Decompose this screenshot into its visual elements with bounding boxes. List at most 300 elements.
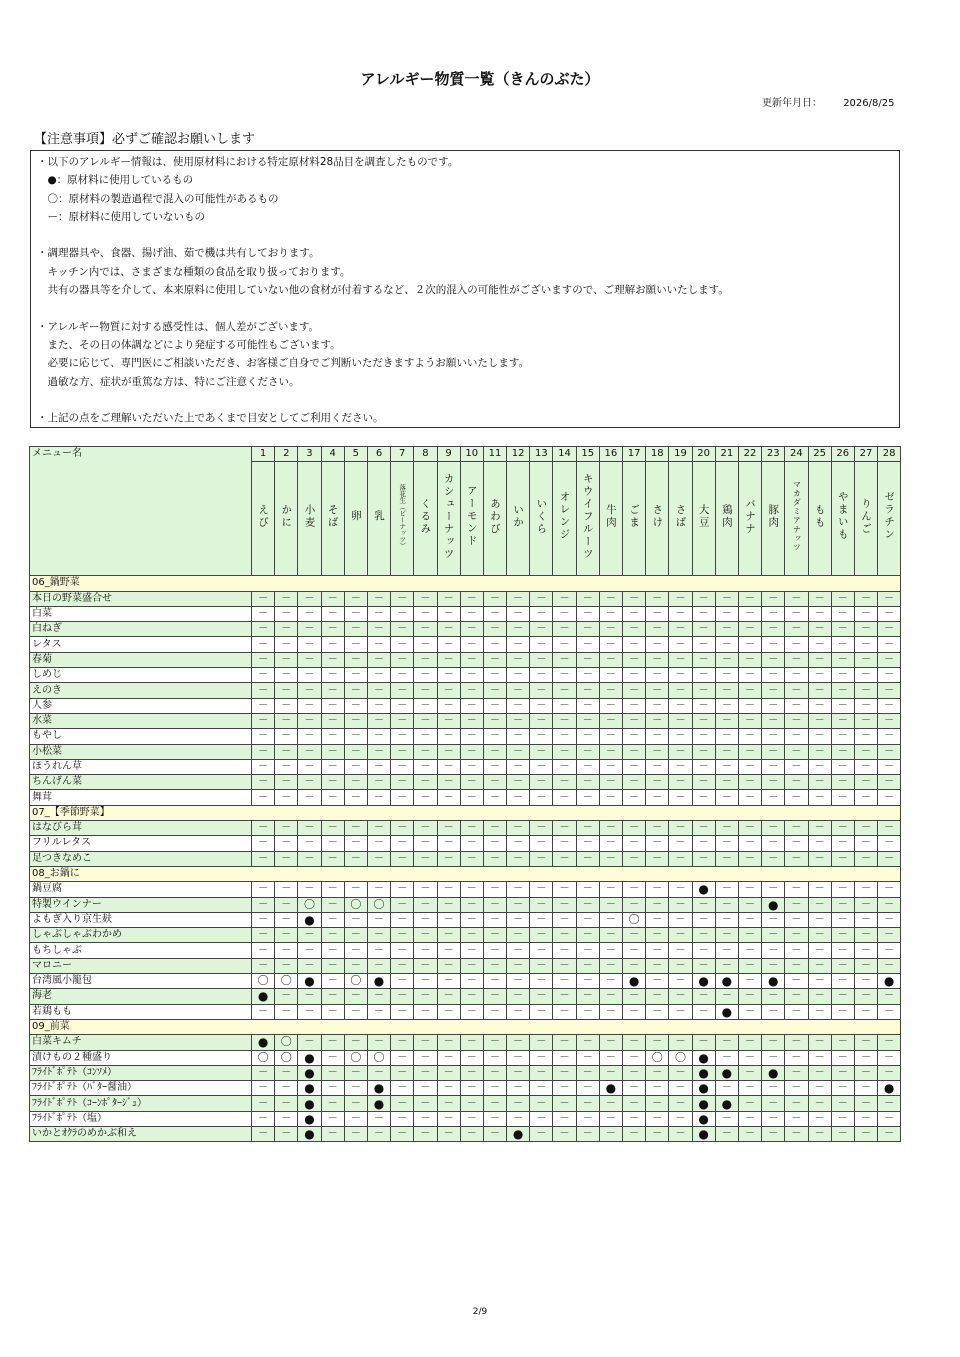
- allergen-mark: －: [414, 713, 437, 728]
- allergen-mark: －: [854, 591, 877, 606]
- allergen-mark: －: [762, 606, 785, 621]
- allergen-mark: －: [530, 1096, 553, 1111]
- allergen-mark: －: [623, 851, 646, 866]
- allergen-mark: －: [507, 1065, 530, 1080]
- allergen-mark: －: [507, 652, 530, 667]
- allergen-number: 19: [669, 447, 692, 462]
- allergen-mark: －: [553, 928, 576, 943]
- allergen-mark: －: [692, 637, 715, 652]
- allergen-mark: －: [344, 1065, 367, 1080]
- allergen-mark: －: [715, 943, 738, 958]
- allergen-name: りんご: [859, 497, 872, 536]
- allergen-mark: －: [553, 622, 576, 637]
- allergen-mark: －: [344, 989, 367, 1004]
- allergen-mark: －: [692, 729, 715, 744]
- allergen-mark: －: [367, 606, 390, 621]
- allergen-mark: －: [483, 713, 506, 728]
- allergen-number: 28: [878, 447, 901, 462]
- allergen-name-cell: [530, 462, 553, 576]
- allergen-mark: －: [367, 683, 390, 698]
- allergen-mark: －: [808, 698, 831, 713]
- allergen-mark: －: [669, 882, 692, 897]
- allergen-mark: －: [298, 928, 321, 943]
- allergen-mark: －: [414, 1081, 437, 1096]
- allergen-mark: －: [669, 759, 692, 774]
- allergen-name: かに: [280, 503, 293, 529]
- allergen-mark: －: [854, 729, 877, 744]
- allergen-mark: －: [738, 958, 761, 973]
- allergen-mark: －: [878, 943, 901, 958]
- allergen-mark: －: [715, 897, 738, 912]
- allergen-mark: －: [460, 1004, 483, 1019]
- allergen-number: 14: [553, 447, 576, 462]
- allergen-mark: －: [599, 974, 622, 989]
- allergen-mark: －: [715, 729, 738, 744]
- allergen-mark: －: [785, 1126, 808, 1141]
- allergen-mark: －: [530, 1050, 553, 1065]
- allergen-mark: －: [762, 821, 785, 836]
- allergen-mark: ●: [623, 974, 646, 989]
- allergen-mark: －: [553, 698, 576, 713]
- allergen-mark: －: [507, 1035, 530, 1050]
- allergen-mark: －: [344, 821, 367, 836]
- menu-name: 人参: [30, 698, 252, 713]
- allergen-mark: －: [275, 744, 298, 759]
- allergen-mark: －: [576, 591, 599, 606]
- allergen-mark: －: [831, 1111, 854, 1126]
- allergen-mark: ●: [878, 1081, 901, 1096]
- allergen-mark: －: [344, 1126, 367, 1141]
- allergen-mark: －: [599, 744, 622, 759]
- allergen-mark: －: [831, 882, 854, 897]
- allergen-mark: －: [576, 622, 599, 637]
- allergen-mark: －: [298, 882, 321, 897]
- menu-name: しゃぶしゃぶわかめ: [30, 928, 252, 943]
- allergen-mark: －: [460, 974, 483, 989]
- allergen-mark: －: [344, 1004, 367, 1019]
- allergen-mark: －: [344, 943, 367, 958]
- allergen-mark: －: [460, 897, 483, 912]
- allergen-mark: －: [762, 989, 785, 1004]
- allergen-mark: －: [762, 851, 785, 866]
- allergen-mark: －: [553, 591, 576, 606]
- allergen-mark: －: [507, 882, 530, 897]
- notice-line: 過敏な方、症状が重篤な方は、特にご注意ください。: [37, 375, 300, 388]
- allergen-mark: －: [483, 1035, 506, 1050]
- allergen-mark: －: [808, 775, 831, 790]
- allergen-mark: －: [808, 882, 831, 897]
- menu-name: 舞茸: [30, 790, 252, 805]
- allergen-mark: －: [854, 821, 877, 836]
- allergen-mark: －: [692, 897, 715, 912]
- allergen-mark: －: [878, 729, 901, 744]
- allergen-mark: －: [252, 912, 275, 927]
- allergen-mark: －: [762, 775, 785, 790]
- allergen-mark: －: [414, 683, 437, 698]
- allergen-mark: －: [576, 713, 599, 728]
- allergen-mark: －: [437, 1035, 460, 1050]
- allergen-mark: －: [808, 591, 831, 606]
- allergen-number: 5: [344, 447, 367, 462]
- table-row: [30, 1035, 901, 1050]
- allergen-mark: －: [275, 851, 298, 866]
- allergen-mark: －: [391, 928, 414, 943]
- allergen-mark: －: [321, 668, 344, 683]
- allergen-mark: －: [321, 974, 344, 989]
- allergen-mark: －: [646, 775, 669, 790]
- notice-box: [30, 150, 900, 428]
- allergen-mark: －: [692, 943, 715, 958]
- allergen-mark: －: [646, 958, 669, 973]
- allergen-mark: －: [762, 882, 785, 897]
- allergen-mark: －: [530, 1111, 553, 1126]
- allergen-mark: －: [298, 591, 321, 606]
- allergen-mark: －: [414, 821, 437, 836]
- allergen-mark: －: [460, 744, 483, 759]
- allergen-name: そば: [326, 503, 339, 529]
- table-row: [30, 744, 901, 759]
- allergen-mark: －: [483, 683, 506, 698]
- allergen-mark: －: [553, 958, 576, 973]
- allergen-mark: －: [275, 622, 298, 637]
- allergen-mark: －: [599, 775, 622, 790]
- allergen-mark: －: [623, 928, 646, 943]
- allergen-mark: －: [414, 958, 437, 973]
- allergen-mark: －: [252, 713, 275, 728]
- allergen-mark: －: [553, 851, 576, 866]
- allergen-mark: －: [344, 958, 367, 973]
- allergen-mark: －: [831, 683, 854, 698]
- allergen-mark: ●: [298, 1126, 321, 1141]
- allergen-mark: －: [414, 928, 437, 943]
- allergen-mark: －: [785, 790, 808, 805]
- allergen-mark: －: [878, 1096, 901, 1111]
- allergen-mark: －: [599, 1050, 622, 1065]
- allergen-mark: ●: [692, 1050, 715, 1065]
- allergen-mark: －: [669, 897, 692, 912]
- allergen-mark: －: [576, 882, 599, 897]
- allergen-mark: －: [808, 943, 831, 958]
- allergen-mark: －: [367, 851, 390, 866]
- allergen-mark: －: [762, 928, 785, 943]
- allergen-mark: －: [483, 606, 506, 621]
- allergen-mark: －: [321, 943, 344, 958]
- allergen-mark: －: [507, 1004, 530, 1019]
- allergen-mark: －: [762, 759, 785, 774]
- allergen-mark: －: [414, 989, 437, 1004]
- table-row: [30, 1004, 901, 1019]
- allergen-mark: －: [692, 622, 715, 637]
- table-row: [30, 897, 901, 912]
- allergen-mark: －: [808, 897, 831, 912]
- menu-name: ﾌﾗｲﾄﾞﾎﾟﾃﾄ（塩）: [30, 1111, 252, 1126]
- allergen-mark: －: [785, 882, 808, 897]
- allergen-mark: －: [437, 683, 460, 698]
- allergen-mark: －: [460, 882, 483, 897]
- allergen-mark: －: [507, 775, 530, 790]
- allergen-mark: －: [599, 1065, 622, 1080]
- allergen-mark: －: [391, 882, 414, 897]
- allergen-mark: －: [831, 851, 854, 866]
- table-row: [30, 759, 901, 774]
- allergen-mark: －: [599, 729, 622, 744]
- allergen-mark: －: [808, 1126, 831, 1141]
- menu-name: はなびら茸: [30, 821, 252, 836]
- allergen-mark: －: [275, 943, 298, 958]
- allergen-mark: －: [623, 606, 646, 621]
- allergen-mark: －: [599, 943, 622, 958]
- allergen-mark: －: [391, 1126, 414, 1141]
- allergen-mark: －: [669, 790, 692, 805]
- allergen-mark: －: [715, 912, 738, 927]
- allergen-mark: －: [623, 591, 646, 606]
- allergen-mark: －: [344, 1096, 367, 1111]
- allergen-mark: －: [344, 836, 367, 851]
- allergen-mark: －: [831, 668, 854, 683]
- allergen-mark: －: [321, 775, 344, 790]
- allergen-mark: －: [738, 851, 761, 866]
- allergen-mark: －: [344, 775, 367, 790]
- allergen-mark: －: [831, 1096, 854, 1111]
- allergen-mark: －: [414, 836, 437, 851]
- allergen-mark: －: [576, 989, 599, 1004]
- allergen-mark: －: [692, 851, 715, 866]
- allergen-mark: －: [321, 591, 344, 606]
- allergen-name: バナナ: [744, 497, 757, 536]
- allergen-mark: －: [854, 958, 877, 973]
- allergen-mark: －: [646, 1096, 669, 1111]
- allergen-mark: －: [298, 637, 321, 652]
- allergen-mark: －: [738, 943, 761, 958]
- allergen-mark: －: [692, 1035, 715, 1050]
- allergen-mark: －: [321, 958, 344, 973]
- allergen-mark: －: [646, 1081, 669, 1096]
- allergen-mark: －: [669, 851, 692, 866]
- menu-name: 漬けもの２種盛り: [30, 1050, 252, 1065]
- allergen-mark: －: [252, 668, 275, 683]
- allergen-mark: －: [460, 1096, 483, 1111]
- allergen-mark: －: [599, 606, 622, 621]
- allergen-mark: ●: [692, 1065, 715, 1080]
- allergen-mark: －: [530, 958, 553, 973]
- allergen-mark: －: [878, 928, 901, 943]
- allergen-mark: －: [831, 821, 854, 836]
- allergen-name: 豚肉: [767, 503, 780, 529]
- allergen-mark: －: [367, 775, 390, 790]
- allergen-mark: －: [553, 836, 576, 851]
- allergen-mark: －: [669, 989, 692, 1004]
- menu-name: 本日の野菜盛合せ: [30, 591, 252, 606]
- allergen-mark: －: [530, 729, 553, 744]
- allergen-mark: －: [646, 622, 669, 637]
- allergen-mark: －: [785, 698, 808, 713]
- allergen-mark: －: [646, 989, 669, 1004]
- allergen-mark: ●: [715, 1096, 738, 1111]
- allergen-mark: －: [275, 912, 298, 927]
- allergen-mark: －: [414, 1096, 437, 1111]
- menu-name: 若鶏もも: [30, 1004, 252, 1019]
- allergen-mark: －: [738, 1050, 761, 1065]
- allergen-mark: ●: [507, 1126, 530, 1141]
- allergen-mark: －: [646, 1065, 669, 1080]
- allergen-mark: －: [738, 729, 761, 744]
- allergen-mark: －: [854, 698, 877, 713]
- allergen-mark: －: [507, 668, 530, 683]
- allergen-mark: ●: [762, 897, 785, 912]
- allergen-mark: －: [692, 912, 715, 927]
- allergen-mark: －: [367, 637, 390, 652]
- allergen-mark: －: [321, 652, 344, 667]
- allergen-mark: －: [599, 958, 622, 973]
- allergen-mark: －: [460, 790, 483, 805]
- allergen-mark: －: [367, 698, 390, 713]
- allergen-mark: －: [878, 622, 901, 637]
- table-row: [30, 637, 901, 652]
- allergen-mark: －: [785, 1004, 808, 1019]
- allergen-mark: －: [623, 775, 646, 790]
- allergen-mark: －: [738, 622, 761, 637]
- allergen-mark: －: [507, 958, 530, 973]
- allergen-mark: －: [738, 1096, 761, 1111]
- allergen-mark: －: [646, 790, 669, 805]
- allergen-mark: －: [344, 622, 367, 637]
- allergen-mark: －: [530, 637, 553, 652]
- allergen-number: 3: [298, 447, 321, 462]
- allergen-mark: －: [321, 1126, 344, 1141]
- allergen-mark: －: [414, 943, 437, 958]
- allergen-mark: －: [275, 759, 298, 774]
- allergen-mark: －: [298, 729, 321, 744]
- allergen-mark: －: [252, 928, 275, 943]
- allergen-name-cell: [808, 462, 831, 576]
- allergen-mark: －: [715, 591, 738, 606]
- allergen-number: 10: [460, 447, 483, 462]
- allergen-mark: －: [344, 668, 367, 683]
- allergen-name-cell: [414, 462, 437, 576]
- allergen-mark: －: [762, 912, 785, 927]
- allergen-mark: －: [669, 652, 692, 667]
- allergen-mark: －: [321, 912, 344, 927]
- allergen-mark: －: [553, 683, 576, 698]
- allergen-mark: －: [367, 744, 390, 759]
- allergen-mark: －: [808, 958, 831, 973]
- allergen-mark: －: [878, 958, 901, 973]
- allergen-mark: －: [669, 1004, 692, 1019]
- allergen-mark: －: [483, 912, 506, 927]
- allergen-mark: －: [460, 989, 483, 1004]
- allergen-mark: －: [831, 1004, 854, 1019]
- allergen-mark: 〇: [669, 1050, 692, 1065]
- table-row: [30, 943, 901, 958]
- allergen-mark: －: [321, 882, 344, 897]
- allergen-name: いくら: [535, 497, 548, 536]
- allergen-mark: －: [576, 637, 599, 652]
- allergen-mark: －: [437, 928, 460, 943]
- allergen-number: 13: [530, 447, 553, 462]
- allergen-mark: －: [437, 1050, 460, 1065]
- allergen-name: マカダミアナッツ: [792, 480, 802, 553]
- allergen-mark: －: [599, 713, 622, 728]
- allergen-number: 26: [831, 447, 854, 462]
- allergen-mark: －: [692, 1004, 715, 1019]
- allergen-mark: －: [738, 713, 761, 728]
- allergen-mark: －: [483, 974, 506, 989]
- allergen-mark: 〇: [252, 1050, 275, 1065]
- allergen-mark: －: [808, 668, 831, 683]
- allergen-mark: －: [414, 974, 437, 989]
- allergen-mark: －: [298, 668, 321, 683]
- allergen-name: キウイフルーツ: [581, 472, 594, 561]
- allergen-mark: －: [878, 1065, 901, 1080]
- allergen-mark: －: [460, 683, 483, 698]
- allergen-mark: －: [599, 1126, 622, 1141]
- allergen-mark: －: [275, 958, 298, 973]
- allergen-mark: －: [646, 974, 669, 989]
- allergen-name-cell: [669, 462, 692, 576]
- allergen-name: 牛肉: [604, 503, 617, 529]
- allergen-mark: ●: [599, 1081, 622, 1096]
- table-row: [30, 912, 901, 927]
- allergen-mark: －: [437, 744, 460, 759]
- allergen-mark: －: [738, 759, 761, 774]
- allergen-mark: －: [553, 1081, 576, 1096]
- table-row: [30, 989, 901, 1004]
- allergen-mark: －: [553, 943, 576, 958]
- allergen-mark: －: [623, 698, 646, 713]
- allergen-mark: －: [275, 821, 298, 836]
- allergen-mark: －: [808, 836, 831, 851]
- allergen-mark: －: [762, 698, 785, 713]
- allergen-mark: －: [762, 622, 785, 637]
- allergen-name-cell: [715, 462, 738, 576]
- menu-name: 水菜: [30, 713, 252, 728]
- allergen-mark: －: [878, 912, 901, 927]
- allergen-number: 7: [391, 447, 414, 462]
- allergen-mark: ●: [762, 1065, 785, 1080]
- allergen-mark: －: [715, 683, 738, 698]
- allergen-mark: －: [715, 775, 738, 790]
- allergen-number: 16: [599, 447, 622, 462]
- allergen-mark: －: [808, 1065, 831, 1080]
- allergen-table: [29, 446, 901, 1142]
- allergen-mark: －: [669, 591, 692, 606]
- page-number: 2/9: [472, 1307, 488, 1317]
- allergen-mark: －: [623, 1081, 646, 1096]
- allergen-mark: －: [414, 668, 437, 683]
- allergen-mark: －: [878, 836, 901, 851]
- allergen-mark: ●: [692, 1111, 715, 1126]
- allergen-mark: －: [553, 652, 576, 667]
- allergen-mark: －: [738, 637, 761, 652]
- allergen-mark: －: [460, 1035, 483, 1050]
- allergen-name-cell: [460, 462, 483, 576]
- allergen-mark: －: [553, 668, 576, 683]
- allergen-mark: －: [437, 652, 460, 667]
- allergen-mark: －: [437, 851, 460, 866]
- allergen-mark: －: [715, 882, 738, 897]
- allergen-mark: －: [460, 1081, 483, 1096]
- allergen-mark: －: [669, 606, 692, 621]
- allergen-mark: －: [646, 744, 669, 759]
- allergen-mark: －: [831, 637, 854, 652]
- allergen-mark: －: [878, 775, 901, 790]
- allergen-mark: －: [646, 912, 669, 927]
- allergen-mark: －: [553, 912, 576, 927]
- allergen-mark: ●: [298, 1050, 321, 1065]
- allergen-mark: －: [669, 713, 692, 728]
- allergen-mark: －: [530, 1081, 553, 1096]
- allergen-mark: －: [785, 851, 808, 866]
